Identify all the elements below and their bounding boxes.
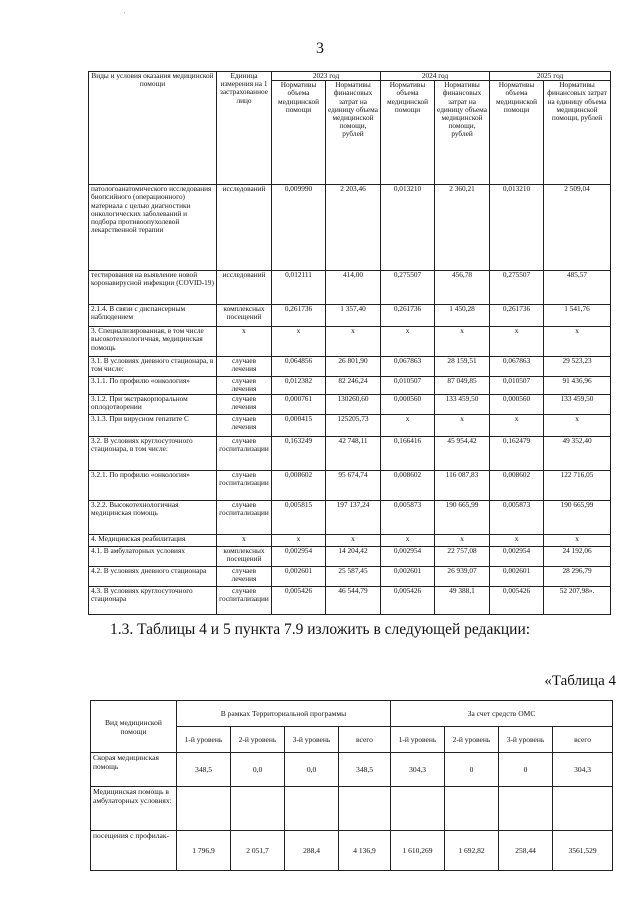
row-label: посещения с профилак- (91, 831, 177, 871)
value-cell: 1 692,82 (445, 831, 499, 871)
norms-table (88, 71, 611, 615)
row-label: 3. Специализированная, в том числе высокотехнологичная, медицинская помощь (89, 327, 217, 357)
value-cell: 0,012382 (272, 377, 326, 395)
value-cell: 0 (499, 753, 553, 787)
table-row (89, 471, 611, 501)
value-cell: 116 087,83 (435, 471, 490, 501)
header-year-2023: 2023 год (272, 72, 381, 81)
value-cell: х (326, 327, 381, 357)
value-cell (339, 787, 391, 831)
row-label: патологоанатомического исследования биопсийного (операционного) материала с целью диагностики онкологических заболеваний и подбора противоопухолевой лекарственной терапии (89, 185, 217, 271)
value-cell: 28 159,51 (435, 357, 490, 377)
value-cell: 1 541,76 (544, 305, 611, 327)
header-unit: Единица измерения на 1 застрахованное лицо (217, 72, 272, 185)
value-cell: 1 796,9 (177, 831, 231, 871)
value-cell: 0,162479 (490, 437, 544, 471)
row-label: 2.1.4. В связи с диспансерным наблюдением (89, 305, 217, 327)
header-volume: Нормативы объема медицинской помощи (490, 81, 544, 185)
row-label: 3.1.3. При вирусном гепатите С (89, 415, 217, 437)
header-type: Виды и условия оказания медицинской помощи (89, 72, 217, 185)
unit-cell: комплексных посещений (217, 305, 272, 327)
row-label: 3.2.2. Высокотехнологичная медицинская помощь (89, 501, 217, 535)
value-cell: 2 051,7 (231, 831, 285, 871)
value-cell: 2 509,04 (544, 185, 611, 271)
row-label: 4.2. В условиях дневного стационара (89, 567, 217, 587)
value-cell: 133 459,50 (435, 395, 490, 415)
header-cost: Нормативы финансовых затрат на единицу объема медицинской помощи, рублей (435, 81, 490, 185)
value-cell: 1 450,28 (435, 305, 490, 327)
value-cell: 0,000415 (272, 415, 326, 437)
table-row (89, 395, 611, 415)
value-cell: 0,010507 (381, 377, 435, 395)
value-cell: 0,008602 (490, 471, 544, 501)
value-cell: 4 136,9 (339, 831, 391, 871)
value-cell: 26 801,90 (326, 357, 381, 377)
value-cell: 28 296,79 (544, 567, 611, 587)
table-row (89, 185, 611, 271)
t2-subheader: 1-й уровень (391, 727, 445, 753)
value-cell: х (435, 327, 490, 357)
row-label: 4. Медицинская реабилитация (89, 535, 217, 547)
row-label: Скорая медицинская помощь (91, 753, 177, 787)
value-cell: 0,275507 (490, 271, 544, 305)
value-cell: 0,013210 (381, 185, 435, 271)
table-row (89, 327, 611, 357)
value-cell: х (544, 415, 611, 437)
value-cell: х (272, 535, 326, 547)
value-cell: 0,163249 (272, 437, 326, 471)
header-cost: Нормативы финансовых затрат на единицу объема медицинской помощи, рублей (326, 81, 381, 185)
value-cell (177, 787, 231, 831)
value-cell: 91 436,96 (544, 377, 611, 395)
section-heading: 1.3. Таблицы 4 и 5 пункта 7.9 изложить в следующей редакции: (109, 621, 531, 638)
value-cell (553, 787, 613, 831)
value-cell: 49 388,1 (435, 587, 490, 615)
page-number: 3 (316, 40, 324, 57)
table-row (89, 547, 611, 567)
table-row (89, 567, 611, 587)
unit-cell: исследований (217, 271, 272, 305)
unit-cell: х (217, 535, 272, 547)
value-cell: х (490, 327, 544, 357)
value-cell: 0,002601 (381, 567, 435, 587)
table-row (89, 437, 611, 471)
value-cell: 0,064856 (272, 357, 326, 377)
value-cell: 0,0 (285, 753, 339, 787)
value-cell (231, 787, 285, 831)
value-cell: 125205,73 (326, 415, 381, 437)
value-cell: 0,0 (231, 753, 285, 787)
value-cell: х (326, 535, 381, 547)
value-cell: х (381, 327, 435, 357)
value-cell: 0,002954 (490, 547, 544, 567)
value-cell: 0,261736 (272, 305, 326, 327)
value-cell: 197 137,24 (326, 501, 381, 535)
value-cell: 0,005815 (272, 501, 326, 535)
value-cell: х (272, 327, 326, 357)
row-label: 3.2. В условиях круглосуточного стационара, в том числе: (89, 437, 217, 471)
value-cell: 0,261736 (381, 305, 435, 327)
table-row (89, 535, 611, 547)
value-cell: 0,013210 (490, 185, 544, 271)
t2-subheader: 3-й уровень (499, 727, 553, 753)
header-cost: Нормативы финансовых затрат на единицу объема медицинской помощи, рублей (544, 81, 611, 185)
table-row (89, 357, 611, 377)
header-year-2024: 2024 год (381, 72, 490, 81)
t2-header-group-oms: За счет средств ОМС (391, 701, 613, 727)
scan-mark: ' (124, 12, 126, 18)
value-cell: 0,008602 (381, 471, 435, 501)
value-cell: 0,010507 (490, 377, 544, 395)
unit-cell: случаев лечения (217, 567, 272, 587)
value-cell: 0,000560 (490, 395, 544, 415)
t2-subheader: всего (339, 727, 391, 753)
table-row (89, 501, 611, 535)
value-cell: 0,000560 (381, 395, 435, 415)
t2-subheader: 2-й уровень (231, 727, 285, 753)
value-cell: х (435, 415, 490, 437)
value-cell: 2 360,21 (435, 185, 490, 271)
row-label: 4.1. В амбулаторных условиях (89, 547, 217, 567)
value-cell: 1 357,40 (326, 305, 381, 327)
value-cell (445, 787, 499, 831)
value-cell: 26 939,07 (435, 567, 490, 587)
value-cell: х (490, 535, 544, 547)
value-cell: 45 954,42 (435, 437, 490, 471)
table-row (91, 753, 613, 787)
t2-header-group-territorial: В рамках Территориальной программы (177, 701, 391, 727)
value-cell: 0,000761 (272, 395, 326, 415)
value-cell: 0,008602 (272, 471, 326, 501)
unit-cell: случаев госпитализации (217, 587, 272, 615)
table-row (89, 271, 611, 305)
value-cell: 24 192,06 (544, 547, 611, 567)
value-cell: 0,002954 (272, 547, 326, 567)
value-cell: 0,067863 (381, 357, 435, 377)
table-row (91, 787, 613, 831)
row-label: 3.1.2. При экстракорпоральном оплодотворении (89, 395, 217, 415)
unit-cell: комплексных посещений (217, 547, 272, 567)
value-cell: 130260,60 (326, 395, 381, 415)
unit-cell: случаев госпитализации (217, 471, 272, 501)
value-cell: 0,005426 (490, 587, 544, 615)
value-cell: 304,3 (553, 753, 613, 787)
row-label: тестирования на выявление новой коронавирусной инфекции (COVID-19) (89, 271, 217, 305)
value-cell: 0,067863 (490, 357, 544, 377)
unit-cell: случаев госпитализации (217, 437, 272, 471)
value-cell: 22 757,08 (435, 547, 490, 567)
value-cell: х (544, 327, 611, 357)
value-cell: 0,012111 (272, 271, 326, 305)
t2-header-type: Вид медицинской помощи (91, 701, 177, 753)
value-cell: 87 049,85 (435, 377, 490, 395)
table-4 (90, 700, 613, 871)
header-year-2025: 2025 год (490, 72, 611, 81)
value-cell: 29 523,23 (544, 357, 611, 377)
value-cell: 122 716,05 (544, 471, 611, 501)
value-cell: 288,4 (285, 831, 339, 871)
header-volume: Нормативы объема медицинской помощи (272, 81, 326, 185)
row-label: 3.1. В условиях дневного стационара, в том числе: (89, 357, 217, 377)
value-cell: х (435, 535, 490, 547)
value-cell: 0,005873 (381, 501, 435, 535)
value-cell: 0 (445, 753, 499, 787)
value-cell: 0,166416 (381, 437, 435, 471)
value-cell: 133 459,50 (544, 395, 611, 415)
table-row (89, 587, 611, 615)
value-cell (285, 787, 339, 831)
value-cell: 190 665,99 (544, 501, 611, 535)
value-cell: 3561,529 (553, 831, 613, 871)
value-cell: 42 748,11 (326, 437, 381, 471)
value-cell: 348,5 (339, 753, 391, 787)
table-4-label: «Таблица 4 (544, 673, 616, 689)
unit-cell: случаев лечения (217, 395, 272, 415)
row-label: 4.3. В условиях круглосуточного стационара (89, 587, 217, 615)
table-row (89, 305, 611, 327)
value-cell: 0,005426 (272, 587, 326, 615)
value-cell: 0,275507 (381, 271, 435, 305)
value-cell (499, 787, 553, 831)
value-cell: х (381, 535, 435, 547)
table-row (89, 415, 611, 437)
unit-cell: случаев лечения (217, 415, 272, 437)
value-cell: 258,44 (499, 831, 553, 871)
value-cell: 304,3 (391, 753, 445, 787)
table-row (91, 831, 613, 871)
unit-cell: х (217, 327, 272, 357)
value-cell: х (490, 415, 544, 437)
value-cell: 14 204,42 (326, 547, 381, 567)
header-volume: Нормативы объема медицинской помощи (381, 81, 435, 185)
value-cell: 46 544,79 (326, 587, 381, 615)
unit-cell: случаев госпитализации (217, 501, 272, 535)
value-cell: 0,261736 (490, 305, 544, 327)
value-cell: 485,57 (544, 271, 611, 305)
value-cell: 0,002601 (490, 567, 544, 587)
row-label: 3.1.1. По профилю «онкология» (89, 377, 217, 395)
value-cell: 456,78 (435, 271, 490, 305)
value-cell: 0,002601 (272, 567, 326, 587)
value-cell: 2 203,46 (326, 185, 381, 271)
value-cell: 49 352,40 (544, 437, 611, 471)
value-cell: 0,005873 (490, 501, 544, 535)
value-cell: 52 207,98». (544, 587, 611, 615)
unit-cell: случаев лечения (217, 357, 272, 377)
value-cell: 190 665,99 (435, 501, 490, 535)
value-cell: 0,009990 (272, 185, 326, 271)
value-cell: 0,005426 (381, 587, 435, 615)
row-label: 3.2.1. По профилю «онкология» (89, 471, 217, 501)
value-cell: 25 587,45 (326, 567, 381, 587)
unit-cell: случаев лечения (217, 377, 272, 395)
value-cell: х (381, 415, 435, 437)
value-cell (391, 787, 445, 831)
value-cell: 348,5 (177, 753, 231, 787)
value-cell: 1 610,269 (391, 831, 445, 871)
value-cell: 82 246,24 (326, 377, 381, 395)
value-cell: 0,002954 (381, 547, 435, 567)
t2-subheader: 1-й уровень (177, 727, 231, 753)
unit-cell: исследований (217, 185, 272, 271)
t2-subheader: 2-й уровень (445, 727, 499, 753)
row-label: Медицинская помощь в амбулаторных условиях: (91, 787, 177, 831)
value-cell: 95 674,74 (326, 471, 381, 501)
t2-subheader: 3-й уровень (285, 727, 339, 753)
t2-subheader: всего (553, 727, 613, 753)
value-cell: 414,00 (326, 271, 381, 305)
table-row (89, 377, 611, 395)
value-cell: х (544, 535, 611, 547)
